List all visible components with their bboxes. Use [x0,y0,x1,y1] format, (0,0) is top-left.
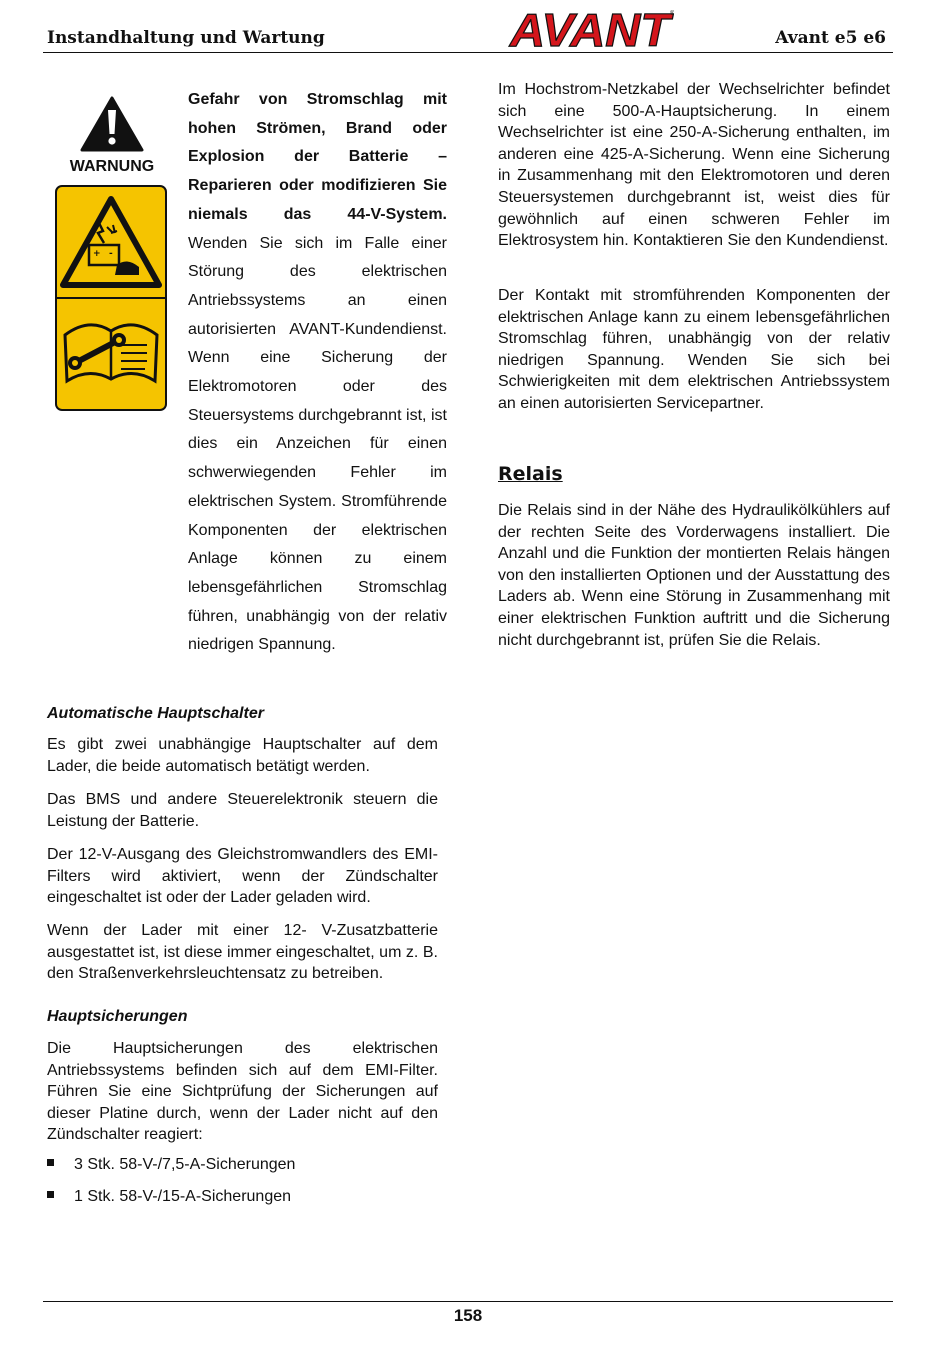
paragraph: Es gibt zwei unabhängige Hauptschalter auf dem Lader, die beide automatisch betätigt werden. [47,736,438,775]
svg-text:®: ® [670,11,674,17]
paragraph: Die Hauptsicherungen des elektrischen Antriebssystems befinden sich auf dem EMI-Filter. Führen Sie eine Sichtprüfung der Sicherungen auf dieser Platine durch, wenn der Lader nicht auf den Zündschalter reagiert: [47,1040,438,1143]
bullet-icon [47,1159,54,1166]
avant-logo [506,6,674,50]
safety-label [55,185,167,411]
paragraph: Das BMS und andere Steuerelektronik steuern die Leistung der Batterie. [47,791,438,830]
paragraph: Der 12-V-Ausgang des Gleichstromwandlers des EMI-Filters wird aktiviert, wenn der Zündschalter eingeschaltet ist oder der Lader geladen wird. [47,846,438,906]
main-fuses-heading: Hauptsicherungen [47,1008,188,1025]
relais-heading: Relais [498,463,563,485]
svg-text:+: + [93,249,101,259]
manual-wrench-icon [65,325,157,381]
warning-body: Wenden Sie sich im Falle einer Störung des elektrischen Antriebssystems an einen autorisierten AVANT-Kundendienst. Wenn eine Sicherung der Elektromotoren oder des Steuersystems durchgebrannt ist, ist dies ein Anzeichen für einen schwerwiegenden Fehler im elektrischen System. Stromführende Komponenten der elektrischen Anlage können zu einem lebensgefährlichen Stromschlag führen, unabhängig von der relativ niedrigen Spannung. [188,234,447,654]
paragraph: Wenn der Lader mit einer 12- V-Zusatzbatterie ausgestattet ist, ist diese immer eingeschaltet, um z. B. den Straßenverkehrsleuchtensatz zu betreiben. [47,922,438,982]
header-section-title: Instandhaltung und Wartung [47,28,325,48]
paragraph: Im Hochstrom-Netzkabel der Wechselrichter befindet sich eine 500-A-Hauptsicherung. In einem Wechselrichter ist eine 250-A-Sicherung enthalten, im anderen eine 425-A-Sicherung. Wenn eine Sicherung in Zusammenhang mit den Elektromotoren und deren Steuersystemen durchgebrannt ist, weist dies für gewöhnlich auf einen schweren Fehler im Elektrosystem hin. Kontaktieren Sie den Kundendienst. [498,81,890,250]
list-item: 3 Stk. 58-V-/7,5-A-Sicherungen [47,1156,295,1174]
header-model-name: Avant e5 e6 [775,28,886,48]
paragraph: Die Relais sind in der Nähe des Hydraulikölkühlers auf der rechten Seite des Vorderwagens installiert. Die Anzahl und die Funktion der montierten Relais hängen von den installierten Optionen und der Ausstattung des Laders ab. Wenn eine Störung in Zusammenhang mit einer elektrischen Funktion auftritt und die Sicherung nicht durchgebrannt ist, prüfen Sie die Relais. [498,502,890,649]
header-rule [43,52,893,53]
warning-word: WARNUNG [69,158,155,175]
warning-text [188,86,447,660]
page-number: 158 [453,1306,483,1325]
footer-rule [43,1301,893,1302]
warning-lead: Gefahr von Stromschlag mit hohen Strömen, Brand oder Explosion der Batterie – Reparieren oder modifizieren Sie niemals das 44-V-System. [188,91,447,223]
automatic-switch-heading: Automatische Hauptschalter [47,705,264,722]
warning-triangle-icon [80,96,144,152]
paragraph: Der Kontakt mit stromführenden Komponenten der elektrischen Anlage kann zu einem lebensgefährlichen Stromschlag führen, unabhängig von der relativ niedrigen Spannung. Wenden Sie sich bei Schwierigkeiten mit dem elektrischen Antriebssystem an einen autorisierten Servicepartner. [498,287,890,412]
svg-text:-: - [109,249,113,259]
bullet-icon [47,1191,54,1198]
svg-text:AVANT: AVANT [508,6,674,50]
list-item: 1 Stk. 58-V-/15-A-Sicherungen [47,1188,291,1206]
